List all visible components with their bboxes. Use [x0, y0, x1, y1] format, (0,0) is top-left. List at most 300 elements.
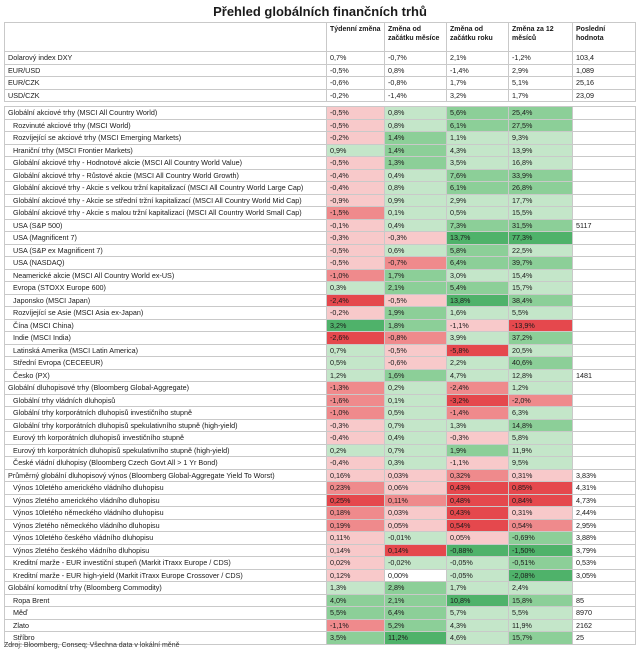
ytd-change-cell: 6,4%	[447, 257, 509, 270]
table-row	[5, 244, 636, 257]
mtd-change-cell: 6,4%	[385, 607, 447, 620]
last-value-cell: 25,16	[573, 77, 636, 90]
mtd-change-cell: 0,8%	[385, 182, 447, 195]
12m-change-cell: 0,54%	[509, 519, 573, 532]
ytd-change-cell: 1,1%	[447, 132, 509, 145]
last-value-cell: 0,53%	[573, 557, 636, 570]
mtd-change-cell: 2,1%	[385, 282, 447, 295]
mtd-change-cell: 5,2%	[385, 619, 447, 632]
ytd-change-cell: 1,7%	[447, 582, 509, 595]
last-value-cell	[573, 419, 636, 432]
row-label: Průměrný globální dluhopisový výnos (Bloomberg Global-Aggregate Yield To Worst)	[5, 469, 327, 482]
mtd-change-cell: 1,6%	[385, 369, 447, 382]
row-label: Výnos 10letého německého vládního dluhopisu	[5, 507, 327, 520]
weekly-change-cell: 0,14%	[327, 544, 385, 557]
mtd-change-cell: 0,05%	[385, 519, 447, 532]
weekly-change-cell: -0,2%	[327, 307, 385, 320]
header-name	[5, 23, 327, 52]
weekly-change-cell: 3,2%	[327, 319, 385, 332]
ytd-change-cell: 3,0%	[447, 269, 509, 282]
last-value-cell	[573, 182, 636, 195]
ytd-change-cell: -5,8%	[447, 344, 509, 357]
table-row	[5, 569, 636, 582]
row-label: Latinská Amerika (MSCI Latin America)	[5, 344, 327, 357]
12m-change-cell: 31,5%	[509, 219, 573, 232]
row-label: Globální trhy vládních dluhopisů	[5, 394, 327, 407]
weekly-change-cell: -0,4%	[327, 432, 385, 445]
ytd-change-cell: 0,05%	[447, 532, 509, 545]
last-value-cell	[573, 119, 636, 132]
12m-change-cell: 0,84%	[509, 494, 573, 507]
weekly-change-cell: 0,5%	[327, 357, 385, 370]
weekly-change-cell: -0,6%	[327, 77, 385, 90]
12m-change-cell: 17,7%	[509, 194, 573, 207]
mtd-change-cell: 0,5%	[385, 407, 447, 420]
ytd-change-cell: -0,05%	[447, 569, 509, 582]
table-row	[5, 369, 636, 382]
12m-change-cell: 77,3%	[509, 232, 573, 245]
weekly-change-cell: -0,1%	[327, 219, 385, 232]
table-row	[5, 557, 636, 570]
weekly-change-cell: 1,2%	[327, 369, 385, 382]
12m-change-cell: -2,08%	[509, 569, 573, 582]
ytd-change-cell: 7,3%	[447, 219, 509, 232]
row-label: Kreditní marže - EUR high-yield (Markit iTraxx Europe Crossover / CDS)	[5, 569, 327, 582]
table-row	[5, 64, 636, 77]
last-value-cell	[573, 394, 636, 407]
table-row	[5, 382, 636, 395]
12m-change-cell: 11,9%	[509, 444, 573, 457]
12m-change-cell: 2,9%	[509, 64, 573, 77]
header-weekly: Týdenní změna	[327, 23, 385, 52]
weekly-change-cell: 0,11%	[327, 532, 385, 545]
12m-change-cell: 15,8%	[509, 594, 573, 607]
weekly-change-cell: 0,25%	[327, 494, 385, 507]
last-value-cell	[573, 357, 636, 370]
row-label: Výnos 10letého amerického vládního dluhopisu	[5, 482, 327, 495]
last-value-cell	[573, 194, 636, 207]
last-value-cell	[573, 157, 636, 170]
ytd-change-cell: 13,8%	[447, 294, 509, 307]
table-row	[5, 619, 636, 632]
last-value-cell	[573, 269, 636, 282]
12m-change-cell: 15,4%	[509, 269, 573, 282]
ytd-change-cell: 0,43%	[447, 482, 509, 495]
ytd-change-cell: 5,4%	[447, 282, 509, 295]
weekly-change-cell: -0,4%	[327, 182, 385, 195]
12m-change-cell: 0,31%	[509, 507, 573, 520]
12m-change-cell: 14,8%	[509, 419, 573, 432]
table-row	[5, 77, 636, 90]
mtd-change-cell: 1,9%	[385, 307, 447, 320]
last-value-cell	[573, 294, 636, 307]
table-row	[5, 282, 636, 295]
weekly-change-cell: 0,18%	[327, 507, 385, 520]
mtd-change-cell: -0,5%	[385, 344, 447, 357]
last-value-cell: 103,4	[573, 52, 636, 65]
mtd-change-cell: -0,7%	[385, 52, 447, 65]
row-label: Rozvinuté akciové trhy (MSCI World)	[5, 119, 327, 132]
table-row	[5, 457, 636, 470]
last-value-cell: 4,31%	[573, 482, 636, 495]
row-label: Globální akciové trhy - Akcie se střední tržní kapitalizací (MSCI All Country World Mid Cap)	[5, 194, 327, 207]
weekly-change-cell: -0,5%	[327, 257, 385, 270]
12m-change-cell: 11,9%	[509, 619, 573, 632]
mtd-change-cell: 0,4%	[385, 219, 447, 232]
weekly-change-cell: 0,23%	[327, 482, 385, 495]
ytd-change-cell: 2,9%	[447, 194, 509, 207]
table-row	[5, 357, 636, 370]
last-value-cell	[573, 144, 636, 157]
12m-change-cell: 25,4%	[509, 107, 573, 120]
weekly-change-cell: -1,6%	[327, 394, 385, 407]
last-value-cell: 2,44%	[573, 507, 636, 520]
source-note: Zdroj: Bloomberg, Conseq; Všechna data v lokální měně	[4, 642, 180, 649]
weekly-change-cell: -0,2%	[327, 89, 385, 102]
12m-change-cell: -1,2%	[509, 52, 573, 65]
weekly-change-cell: -1,1%	[327, 619, 385, 632]
ytd-change-cell: -1,1%	[447, 457, 509, 470]
last-value-cell	[573, 432, 636, 445]
weekly-change-cell: 5,5%	[327, 607, 385, 620]
header-12m: Změna za 12 měsíců	[509, 23, 573, 52]
ytd-change-cell: -1,4%	[447, 407, 509, 420]
weekly-change-cell: -0,9%	[327, 194, 385, 207]
last-value-cell	[573, 132, 636, 145]
table-row	[5, 89, 636, 102]
12m-change-cell: 1,7%	[509, 89, 573, 102]
weekly-change-cell: 4,0%	[327, 594, 385, 607]
ytd-change-cell: 6,1%	[447, 119, 509, 132]
mtd-change-cell: 0,11%	[385, 494, 447, 507]
mtd-change-cell: 1,4%	[385, 144, 447, 157]
last-value-cell	[573, 407, 636, 420]
mtd-change-cell: 11,2%	[385, 632, 447, 645]
ytd-change-cell: 4,3%	[447, 619, 509, 632]
row-label: Globální komoditní trhy (Bloomberg Commodity)	[5, 582, 327, 595]
table-row	[5, 494, 636, 507]
ytd-change-cell: 5,8%	[447, 244, 509, 257]
mtd-change-cell: 0,9%	[385, 194, 447, 207]
table-row	[5, 544, 636, 557]
ytd-change-cell: 4,6%	[447, 632, 509, 645]
row-label: Kreditní marže - EUR investiční stupeň (Markit iTraxx Europe / CDS)	[5, 557, 327, 570]
ytd-change-cell: -0,3%	[447, 432, 509, 445]
table-row	[5, 232, 636, 245]
last-value-cell: 3,88%	[573, 532, 636, 545]
mtd-change-cell: -0,8%	[385, 332, 447, 345]
mtd-change-cell: 0,03%	[385, 469, 447, 482]
ytd-change-cell: -1,4%	[447, 64, 509, 77]
last-value-cell: 3,79%	[573, 544, 636, 557]
12m-change-cell: -13,9%	[509, 319, 573, 332]
ytd-change-cell: 6,1%	[447, 182, 509, 195]
mtd-change-cell: -0,01%	[385, 532, 447, 545]
12m-change-cell: 16,8%	[509, 157, 573, 170]
weekly-change-cell: 0,2%	[327, 444, 385, 457]
ytd-change-cell: 0,43%	[447, 507, 509, 520]
row-label: Dolarový index DXY	[5, 52, 327, 65]
last-value-cell	[573, 332, 636, 345]
weekly-change-cell: 0,3%	[327, 282, 385, 295]
row-label: Eurový trh korporátních dluhopisů investičního stupně	[5, 432, 327, 445]
table-row	[5, 119, 636, 132]
table-row	[5, 419, 636, 432]
ytd-change-cell: 2,1%	[447, 52, 509, 65]
weekly-change-cell: -0,5%	[327, 244, 385, 257]
12m-change-cell: 5,1%	[509, 77, 573, 90]
row-label: Výnos 10letého českého vládního dluhopisu	[5, 532, 327, 545]
mtd-change-cell: -0,5%	[385, 294, 447, 307]
last-value-cell	[573, 582, 636, 595]
row-label: České vládní dluhopisy (Bloomberg Czech Govt All > 1 Yr Bond)	[5, 457, 327, 470]
ytd-change-cell: 13,7%	[447, 232, 509, 245]
row-label: Globální akciové trhy - Hodnotové akcie (MSCI All Country World Value)	[5, 157, 327, 170]
mtd-change-cell: 0,3%	[385, 457, 447, 470]
ytd-change-cell: 1,7%	[447, 77, 509, 90]
weekly-change-cell: -0,5%	[327, 157, 385, 170]
row-label: Japonsko (MSCI Japan)	[5, 294, 327, 307]
ytd-change-cell: 10,8%	[447, 594, 509, 607]
mtd-change-cell: 0,00%	[385, 569, 447, 582]
table-row	[5, 332, 636, 345]
weekly-change-cell: 3,5%	[327, 632, 385, 645]
12m-change-cell: 13,9%	[509, 144, 573, 157]
mtd-change-cell: 2,1%	[385, 594, 447, 607]
12m-change-cell: 5,5%	[509, 607, 573, 620]
weekly-change-cell: -2,4%	[327, 294, 385, 307]
12m-change-cell: 0,31%	[509, 469, 573, 482]
row-label: Globální trhy korporátních dluhopisů investičního stupně	[5, 407, 327, 420]
weekly-change-cell: 0,7%	[327, 52, 385, 65]
last-value-cell	[573, 344, 636, 357]
last-value-cell: 2,95%	[573, 519, 636, 532]
ytd-change-cell: 0,32%	[447, 469, 509, 482]
row-label: Zlato	[5, 619, 327, 632]
table-row	[5, 507, 636, 520]
table-row	[5, 157, 636, 170]
weekly-change-cell: 0,9%	[327, 144, 385, 157]
last-value-cell	[573, 207, 636, 220]
mtd-change-cell: 0,14%	[385, 544, 447, 557]
table-row	[5, 144, 636, 157]
last-value-cell: 3,83%	[573, 469, 636, 482]
last-value-cell: 5117	[573, 219, 636, 232]
12m-change-cell: 9,3%	[509, 132, 573, 145]
mtd-change-cell: -0,6%	[385, 357, 447, 370]
12m-change-cell: 1,2%	[509, 382, 573, 395]
last-value-cell	[573, 169, 636, 182]
mtd-change-cell: 0,6%	[385, 244, 447, 257]
table-row	[5, 132, 636, 145]
ytd-change-cell: 5,6%	[447, 107, 509, 120]
mtd-change-cell: 0,7%	[385, 444, 447, 457]
row-label: Hraniční trhy (MSCI Frontier Markets)	[5, 144, 327, 157]
mtd-change-cell: -0,02%	[385, 557, 447, 570]
ytd-change-cell: -2,4%	[447, 382, 509, 395]
row-label: USA (S&P 500)	[5, 219, 327, 232]
row-label: Výnos 2letého amerického vládního dluhopisu	[5, 494, 327, 507]
row-label: Globální akciové trhy (MSCI All Country World)	[5, 107, 327, 120]
12m-change-cell: 39,7%	[509, 257, 573, 270]
weekly-change-cell: 0,7%	[327, 344, 385, 357]
ytd-change-cell: 4,3%	[447, 144, 509, 157]
table-row	[5, 582, 636, 595]
table-row	[5, 207, 636, 220]
last-value-cell: 8970	[573, 607, 636, 620]
mtd-change-cell: 0,1%	[385, 394, 447, 407]
12m-change-cell: 0,85%	[509, 482, 573, 495]
weekly-change-cell: -1,0%	[327, 269, 385, 282]
table-row	[5, 607, 636, 620]
table-row	[5, 169, 636, 182]
weekly-change-cell: -0,4%	[327, 169, 385, 182]
ytd-change-cell: 3,9%	[447, 332, 509, 345]
ytd-change-cell: 1,6%	[447, 307, 509, 320]
table-row	[5, 519, 636, 532]
ytd-change-cell: 0,48%	[447, 494, 509, 507]
weekly-change-cell: -0,5%	[327, 64, 385, 77]
weekly-change-cell: -0,5%	[327, 119, 385, 132]
12m-change-cell: 20,5%	[509, 344, 573, 357]
last-value-cell	[573, 444, 636, 457]
ytd-change-cell: 5,7%	[447, 607, 509, 620]
weekly-change-cell: -1,0%	[327, 407, 385, 420]
row-label: Globální akciové trhy - Růstové akcie (MSCI All Country World Growth)	[5, 169, 327, 182]
mtd-change-cell: 0,8%	[385, 64, 447, 77]
12m-change-cell: 2,4%	[509, 582, 573, 595]
12m-change-cell: 27,5%	[509, 119, 573, 132]
weekly-change-cell: -0,3%	[327, 419, 385, 432]
mtd-change-cell: 0,1%	[385, 207, 447, 220]
header-mtd: Změna od začátku měsíce	[385, 23, 447, 52]
last-value-cell: 2162	[573, 619, 636, 632]
mtd-change-cell: -1,4%	[385, 89, 447, 102]
weekly-change-cell: 0,12%	[327, 569, 385, 582]
last-value-cell	[573, 244, 636, 257]
12m-change-cell: 22,5%	[509, 244, 573, 257]
table-row	[5, 444, 636, 457]
mtd-change-cell: 0,8%	[385, 107, 447, 120]
last-value-cell: 23,09	[573, 89, 636, 102]
mtd-change-cell: 1,8%	[385, 319, 447, 332]
12m-change-cell: 12,8%	[509, 369, 573, 382]
table-row	[5, 294, 636, 307]
12m-change-cell: 5,8%	[509, 432, 573, 445]
weekly-change-cell: 0,02%	[327, 557, 385, 570]
last-value-cell: 1,089	[573, 64, 636, 77]
weekly-change-cell: -1,5%	[327, 207, 385, 220]
row-label: Neamerické akcie (MSCI All Country World ex-US)	[5, 269, 327, 282]
12m-change-cell: -0,69%	[509, 532, 573, 545]
mtd-change-cell: 2,8%	[385, 582, 447, 595]
weekly-change-cell: 0,16%	[327, 469, 385, 482]
last-value-cell: 25	[573, 632, 636, 645]
ytd-change-cell: 4,7%	[447, 369, 509, 382]
row-label: USD/CZK	[5, 89, 327, 102]
ytd-change-cell: -1,1%	[447, 319, 509, 332]
row-label: Měď	[5, 607, 327, 620]
weekly-change-cell: -2,6%	[327, 332, 385, 345]
report-title: Přehled globálních finančních trhů	[213, 4, 427, 19]
mtd-change-cell: 0,8%	[385, 119, 447, 132]
12m-change-cell: 5,5%	[509, 307, 573, 320]
mtd-change-cell: -0,7%	[385, 257, 447, 270]
last-value-cell	[573, 319, 636, 332]
row-label: EUR/USD	[5, 64, 327, 77]
mtd-change-cell: 0,4%	[385, 432, 447, 445]
12m-change-cell: 37,2%	[509, 332, 573, 345]
table-row	[5, 194, 636, 207]
last-value-cell	[573, 307, 636, 320]
table-row	[5, 307, 636, 320]
table-row	[5, 594, 636, 607]
weekly-change-cell: 0,19%	[327, 519, 385, 532]
mtd-change-cell: -0,3%	[385, 232, 447, 245]
weekly-change-cell: -0,5%	[327, 107, 385, 120]
last-value-cell: 85	[573, 594, 636, 607]
ytd-change-cell: 7,6%	[447, 169, 509, 182]
row-label: Indie (MSCI India)	[5, 332, 327, 345]
row-label: USA (S&P ex Magnificent 7)	[5, 244, 327, 257]
12m-change-cell: 40,6%	[509, 357, 573, 370]
ytd-change-cell: -0,88%	[447, 544, 509, 557]
row-label: EUR/CZK	[5, 77, 327, 90]
ytd-change-cell: -3,2%	[447, 394, 509, 407]
row-label: Ropa Brent	[5, 594, 327, 607]
ytd-change-cell: 1,9%	[447, 444, 509, 457]
ytd-change-cell: 3,5%	[447, 157, 509, 170]
row-label: USA (Magnificent 7)	[5, 232, 327, 245]
table-row	[5, 469, 636, 482]
mtd-change-cell: 0,06%	[385, 482, 447, 495]
12m-change-cell: 15,5%	[509, 207, 573, 220]
last-value-cell	[573, 457, 636, 470]
last-value-cell: 4,73%	[573, 494, 636, 507]
ytd-change-cell: 3,2%	[447, 89, 509, 102]
12m-change-cell: -2,0%	[509, 394, 573, 407]
last-value-cell: 3,05%	[573, 569, 636, 582]
weekly-change-cell: 1,3%	[327, 582, 385, 595]
12m-change-cell: 15,7%	[509, 282, 573, 295]
12m-change-cell: -0,51%	[509, 557, 573, 570]
table-row	[5, 182, 636, 195]
table-row	[5, 482, 636, 495]
ytd-change-cell: 0,5%	[447, 207, 509, 220]
row-label: USA (NASDAQ)	[5, 257, 327, 270]
ytd-change-cell: -0,05%	[447, 557, 509, 570]
last-value-cell	[573, 107, 636, 120]
table-row	[5, 257, 636, 270]
mtd-change-cell: 1,3%	[385, 157, 447, 170]
mtd-change-cell: 1,7%	[385, 269, 447, 282]
weekly-change-cell: -0,3%	[327, 232, 385, 245]
last-value-cell	[573, 257, 636, 270]
weekly-change-cell: -1,3%	[327, 382, 385, 395]
last-value-cell	[573, 232, 636, 245]
12m-change-cell: 33,9%	[509, 169, 573, 182]
header-row	[5, 23, 636, 52]
mtd-change-cell: 1,4%	[385, 132, 447, 145]
12m-change-cell: 26,8%	[509, 182, 573, 195]
row-label: Globální akciové trhy - Akcie s velkou tržní kapitalizací (MSCI All Country World Large Cap)	[5, 182, 327, 195]
row-label: Výnos 2letého českého vládního dluhopisu	[5, 544, 327, 557]
mtd-change-cell: 0,2%	[385, 382, 447, 395]
table-row	[5, 269, 636, 282]
markets-table	[4, 22, 636, 645]
row-label: Globální trhy korporátních dluhopisů spekulativního stupně (high-yield)	[5, 419, 327, 432]
row-label: Stříbro	[5, 632, 327, 645]
